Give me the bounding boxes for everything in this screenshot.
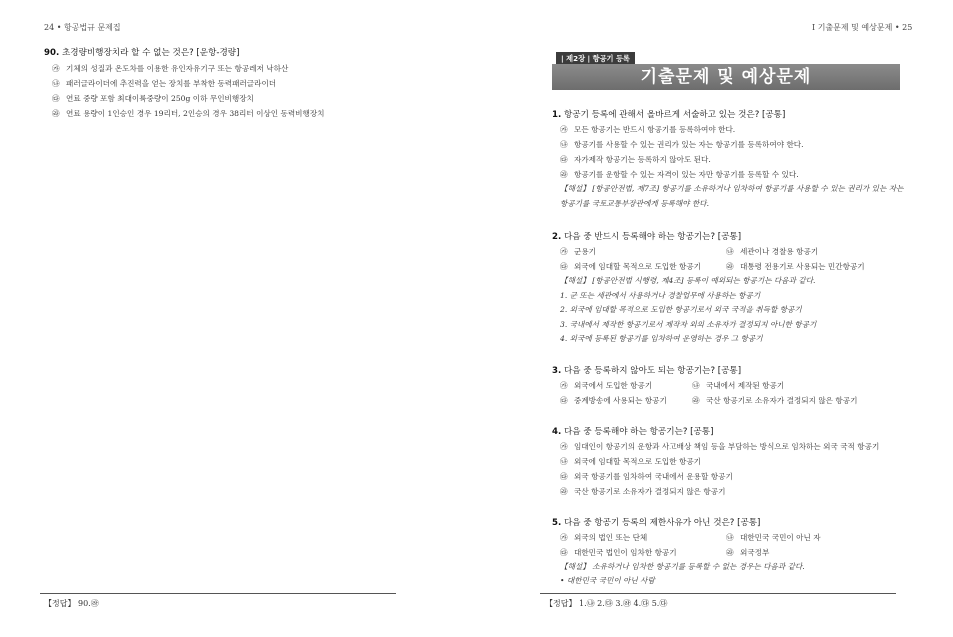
option-item (726, 259, 865, 274)
question-title (552, 425, 912, 437)
option-text: 외국에서 도입한 항공기 (574, 380, 653, 390)
option-item (726, 545, 769, 560)
question-title (552, 230, 912, 242)
option-item (726, 244, 818, 259)
option-marker: ㉰ (560, 155, 568, 164)
option-list (52, 61, 325, 121)
option-row (560, 530, 912, 545)
right-page-content (552, 108, 912, 589)
option-row (560, 244, 912, 259)
option-item (560, 439, 912, 454)
question-5 (552, 516, 912, 589)
option-item (560, 454, 912, 469)
option-marker: ㉰ (560, 262, 568, 271)
answer-key: 【정답】 90.㉱ (44, 599, 99, 608)
question-title (552, 516, 912, 528)
option-marker: ㉯ (692, 380, 700, 390)
option-text: 대한민국 법인이 임차한 항공기 (574, 547, 677, 557)
option-item (52, 61, 325, 76)
option-item (560, 122, 912, 137)
question-text: 다음 중 반드시 등록해야 하는 항공기는? [공통] (563, 232, 742, 242)
option-text: 자가제작 항공기는 등록하지 않아도 된다. (574, 155, 711, 164)
option-item (560, 530, 726, 545)
question-3 (552, 364, 912, 408)
option-marker: ㉰ (560, 395, 568, 405)
option-text: 외국정부 (740, 547, 770, 557)
option-item (692, 393, 857, 408)
explanation-line: 3. 국내에서 제작한 항공기로서 제작자 외의 소유자가 결정되지 아니한 항공기 (560, 319, 817, 329)
option-item (560, 137, 912, 152)
option-marker: ㉱ (692, 395, 700, 405)
option-marker: ㉱ (52, 109, 60, 118)
explanation-line: • 대한민국 국민이 아닌 사람 (560, 576, 655, 585)
explanation-line: 4. 외국에 등록된 항공기를 임차하여 운영하는 경우 그 항공기 (560, 334, 763, 343)
option-text: 국산 항공기로 소유자가 결정되지 않은 항공기 (574, 486, 726, 496)
question-text: 다음 중 항공기 등록의 제한사유가 아닌 것은? [공통] (563, 517, 761, 528)
option-marker: ㉱ (726, 262, 734, 271)
answer-key: 【정답】 1.㉯ 2.㉰ 3.㉱ 4.㉰ 5.㉰ (545, 599, 668, 608)
option-list (560, 378, 912, 408)
option-item (726, 530, 821, 545)
option-text: 항공기를 사용할 수 있는 권리가 있는 자는 항공기를 등록하여야 한다. (574, 140, 804, 149)
option-item (560, 469, 912, 484)
option-text: 연료 용량이 1인승인 경우 19리터, 2인승의 경우 38리터 이상인 동력비행장치 (66, 109, 325, 118)
question-text: 항공기 등록에 관해서 올바르게 서술하고 있는 것은? [공통] (563, 110, 786, 120)
option-item (560, 167, 912, 182)
option-text: 패러글라이더에 추진력을 얻는 장치를 부착한 동력패러글라이더 (66, 79, 277, 88)
question-title (552, 364, 912, 376)
option-item (560, 545, 726, 560)
option-list (560, 530, 912, 589)
option-marker: ㉱ (560, 170, 568, 179)
option-marker: ㉮ (560, 441, 568, 451)
option-item (560, 484, 912, 499)
question-number: 5. (552, 517, 562, 528)
chapter-tag: | 제2장 | 항공기 등록 (556, 52, 635, 66)
option-row (560, 545, 912, 560)
option-item (52, 76, 325, 91)
option-item (560, 378, 692, 393)
question-number: 3. (552, 365, 562, 376)
option-text: 외국에 임대할 목적으로 도입한 항공기 (574, 456, 702, 466)
option-marker: ㉮ (560, 532, 568, 542)
option-item (560, 393, 692, 408)
option-item (560, 244, 726, 259)
question-1 (552, 108, 912, 211)
option-text: 모든 항공기는 반드시 항공기를 등록하여야 한다. (574, 125, 736, 134)
option-row (560, 378, 912, 393)
option-marker: ㉮ (560, 380, 568, 390)
question-90 (44, 46, 325, 121)
right-page-header: Ⅰ 기출문제 및 예상문제 • 25 (812, 23, 913, 32)
option-item (692, 378, 784, 393)
left-page (0, 0, 476, 637)
explanation-line: 【해설】 [항공안전법 시행령, 제4조] 등록이 예외되는 항공기는 다음과 같다. (560, 276, 816, 285)
option-marker: ㉰ (560, 471, 568, 481)
question-number: 2. (552, 232, 562, 242)
question-number: 1. (552, 110, 562, 120)
question-number: 4. (552, 426, 562, 437)
question-4 (552, 425, 912, 499)
option-text: 외국 항공기를 임차하여 국내에서 운용할 항공기 (574, 471, 733, 481)
option-text: 대통령 전용기로 사용되는 민간항공기 (740, 262, 865, 271)
option-item (52, 106, 325, 121)
question-text: 초경량비행장치라 할 수 없는 것은? [운항-경량] (61, 48, 240, 58)
option-list (560, 244, 912, 347)
option-row (560, 259, 912, 274)
explanation-line: 【해설】 소유하거나 임차한 항공기를 등록할 수 없는 경우는 다음과 같다. (560, 561, 805, 571)
option-text: 세관이나 경찰용 항공기 (740, 247, 819, 256)
option-marker: ㉱ (726, 547, 734, 557)
answer-divider (540, 593, 896, 594)
option-marker: ㉮ (52, 64, 60, 73)
explanation-line: 1. 군 또는 세관에서 사용하거나 경찰업무에 사용하는 항공기 (560, 290, 761, 300)
option-text: 군용기 (574, 247, 597, 256)
option-item (560, 259, 726, 274)
option-list (560, 122, 912, 211)
question-text: 다음 중 등록하지 않아도 되는 항공기는? [공통] (563, 365, 742, 376)
option-text: 중계방송에 사용되는 항공기 (574, 395, 667, 405)
option-text: 대한민국 국민이 아닌 자 (740, 532, 821, 542)
option-text: 외국에 임대할 목적으로 도입한 항공기 (574, 262, 702, 271)
question-number: 90. (44, 48, 60, 58)
option-marker: ㉰ (560, 547, 568, 557)
option-text: 외국의 법인 또는 단체 (574, 532, 648, 542)
question-title (44, 46, 325, 58)
question-title (552, 108, 912, 120)
answer-divider (40, 593, 396, 594)
chapter-title-banner: 기출문제 및 예상문제 (552, 64, 900, 90)
explanation-line: 2. 외국에 임대할 목적으로 도입한 항공기로서 외국 국적을 취득할 항공기 (560, 305, 802, 314)
option-item (560, 152, 912, 167)
option-marker: ㉱ (560, 486, 568, 496)
option-marker: ㉮ (560, 125, 568, 134)
option-list (560, 439, 912, 499)
option-text: 임대인이 항공기의 운항과 사고배상 책임 등을 부담하는 방식으로 임차하는 외국 국적 항공기 (574, 441, 880, 451)
option-item (52, 91, 325, 106)
explanation-line: 【해설】 [항공안전법, 제7조] 항공기를 소유하거나 임차하여 항공기를 사용할 수 있는 권리가 있는 자는 (560, 184, 904, 193)
option-marker: ㉯ (726, 532, 734, 542)
option-marker: ㉯ (560, 456, 568, 466)
question-2 (552, 230, 912, 347)
option-marker: ㉰ (52, 94, 60, 103)
option-row (560, 393, 912, 408)
option-text: 항공기를 운항할 수 있는 자격이 있는 자만 항공기를 등록할 수 있다. (574, 170, 799, 179)
option-marker: ㉯ (560, 140, 568, 149)
option-marker: ㉮ (560, 247, 568, 256)
option-marker: ㉯ (726, 247, 734, 256)
question-text: 다음 중 등록해야 하는 항공기는? [공통] (563, 426, 714, 437)
option-text: 국내에서 제작된 항공기 (706, 380, 785, 390)
explanation-line: 항공기를 국토교통부장관에게 등록해야 한다. (560, 198, 710, 208)
option-text: 연료 중량 포함 최대이륙중량이 250g 이하 무인비행장치 (66, 94, 254, 103)
option-text: 국산 항공기로 소유자가 결정되지 않은 항공기 (706, 395, 858, 405)
option-marker: ㉯ (52, 79, 60, 88)
option-text: 기체의 성질과 온도차를 이용한 유인자유기구 또는 항공레저 낙하산 (66, 64, 289, 73)
left-page-header: 24 • 항공법규 문제집 (44, 23, 121, 32)
